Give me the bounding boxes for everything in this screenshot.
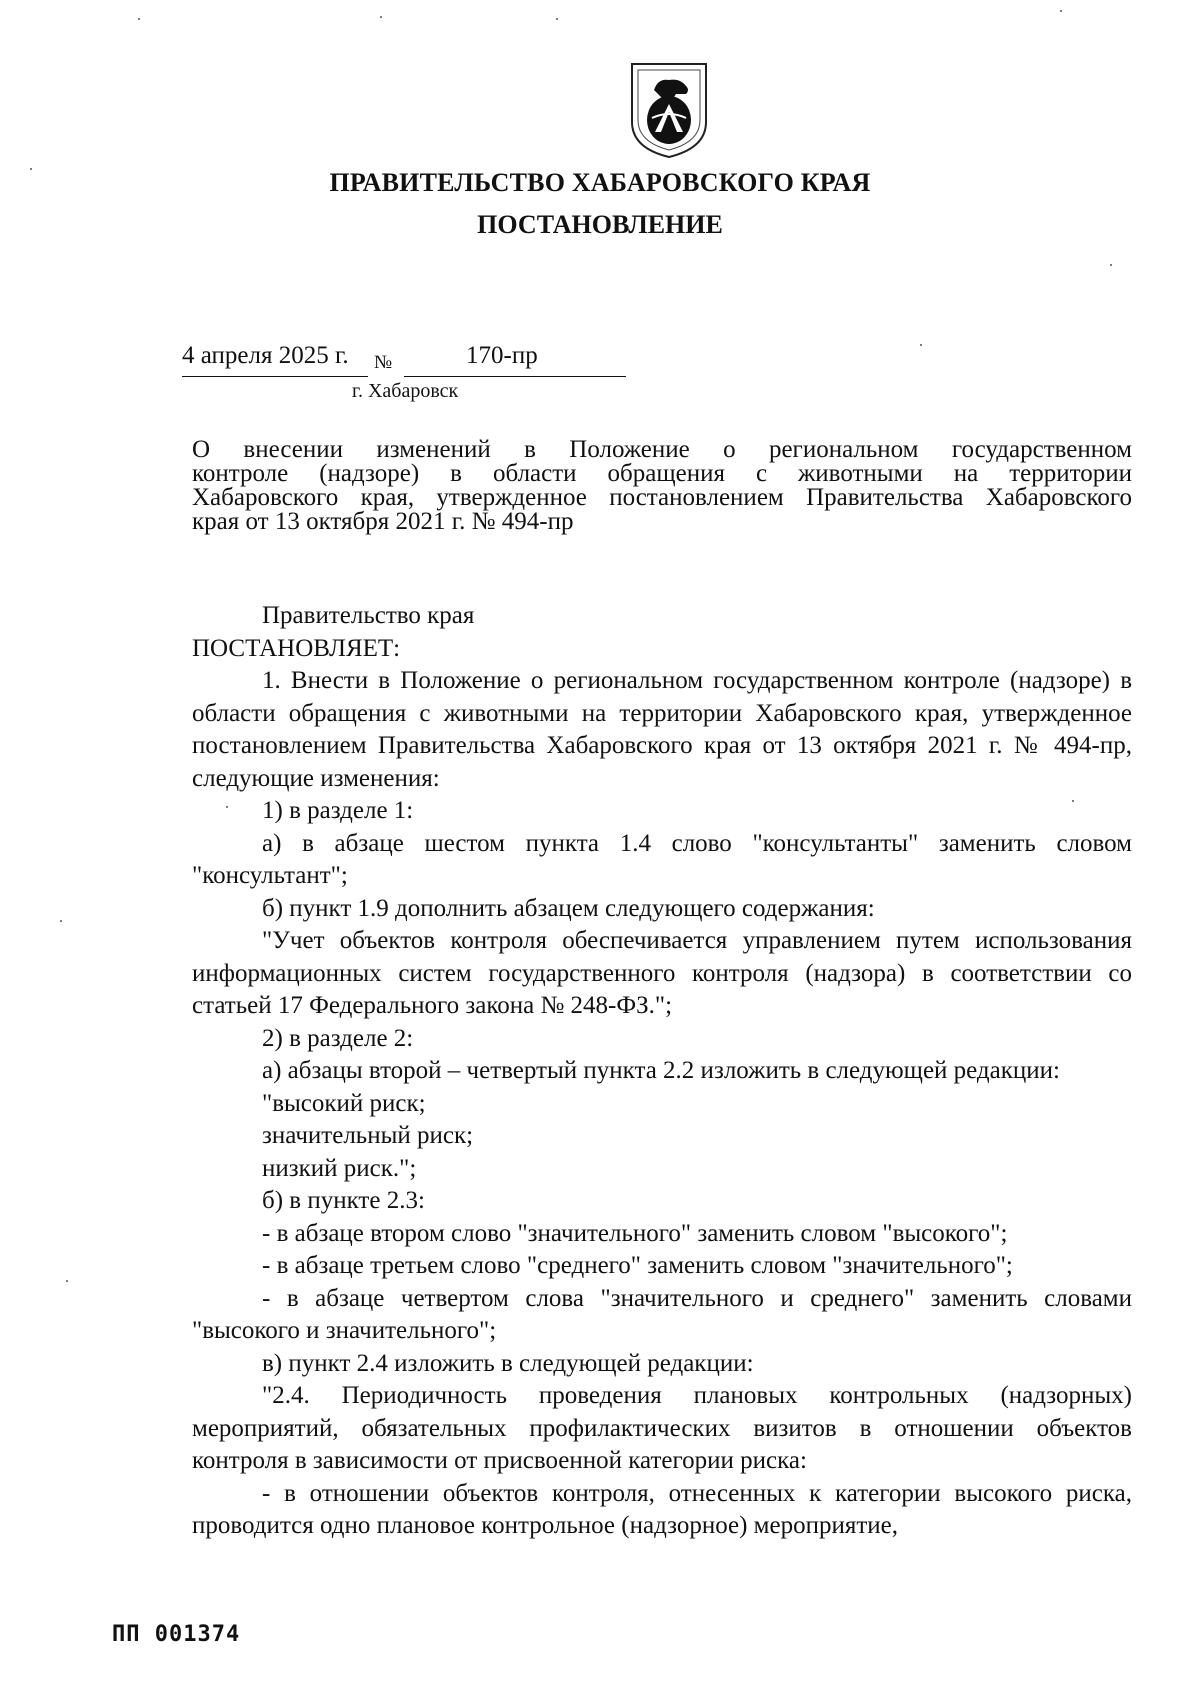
paragraph: - в абзаце третьем слово "среднего" заменить словом "значительного"; [262,1252,1013,1279]
paragraph: а) в абзаце шестом пункта 1.4 слово "консультанты" заменить словом "консультант"; [192,829,1132,889]
paragraph: значительный риск; [262,1122,474,1149]
paragraph: - в абзаце втором слово "значительного" заменить словом "высокого"; [262,1219,1008,1247]
paragraph: "Учет объектов контроля обеспечивается управлением путем использования информационных систем государственного контроля (надзора) в соответствии со статьей 17 Федерального закона № 248-ФЗ."; [192,927,1132,1019]
scan-speck [226,806,228,808]
paragraph: "высокий риск; [262,1089,426,1117]
paragraph: б) в пункте 2.3: [262,1187,425,1214]
document-type-heading: ПОСТАНОВЛЕНИЕ [477,210,723,239]
government-line: Правительство края [262,602,475,629]
scan-speck [1110,264,1112,266]
paragraph: б) пункт 1.9 дополнить абзацем следующего содержания: [262,894,875,922]
document-number: 170-пр [466,342,538,369]
paragraph: - в абзаце четвертом слова "значительного и среднего" заменить словами "высокого и значительного"; [192,1284,1132,1344]
organization-heading: ПРАВИТЕЛЬСТВО ХАБАРОВСКОГО КРАЯ [329,168,871,197]
number-sign: № [374,352,393,373]
scan-speck [380,16,382,18]
paragraph: 2) в разделе 2: [262,1024,414,1052]
document-title [192,438,1132,534]
paragraph: в) пункт 2.4 изложить в следующей редакции: [262,1349,754,1377]
document-city: г. Хабаровск [352,380,459,402]
scan-speck [556,18,558,20]
scan-speck [1072,800,1074,802]
paragraph: "2.4. Периодичность проведения плановых контрольных (надзорных) мероприятий, обязательных профилактических визитов в отношении объектов контроля в зависимости от присвоенной категории риска: [192,1382,1132,1474]
scan-speck [60,920,62,922]
resolves-line: ПОСТАНОВЛЯЕТ: [192,634,401,662]
footer-code: ПП 001374 [112,1622,241,1647]
paragraph: низкий риск."; [262,1154,417,1182]
document-date: 4 апреля 2025 г. [182,342,349,369]
paragraph: 1. Внести в Положение о региональном государственном контроле (надзоре) в области обращения с животными на территории Хабаровского края, утвержденное постановлением Правительства Хабаровского края от 13 октября 2021 г. № 494-пр, следующие изменения: [192,667,1132,792]
paragraph: 1) в разделе 1: [262,797,414,824]
scan-speck [66,1280,68,1282]
title-line: края от 13 октября 2021 г. № 494-пр [192,508,574,535]
title-line: О внесении изменений в Положение о региональном государственном [192,436,1132,463]
number-underline [404,376,626,377]
scan-speck [138,18,140,20]
title-line: Хабаровского края, утвержденное постановлением Правительства Хабаровского [192,484,1132,511]
scan-speck [30,168,32,170]
document-body [192,600,1132,1543]
title-line: контроле (надзоре) в области обращения с животными на территории [192,460,1132,487]
scan-speck [920,344,922,346]
scan-speck [1060,10,1062,12]
khabarovsk-crest-bear-icon [628,60,710,160]
date-underline [182,376,368,377]
paragraph: а) абзацы второй – четвертый пункта 2.2 изложить в следующей редакции: [262,1057,1060,1084]
paragraph: - в отношении объектов контроля, отнесенных к категории высокого риска, проводится одно плановое контрольное (надзорное) мероприятие, [192,1479,1132,1539]
